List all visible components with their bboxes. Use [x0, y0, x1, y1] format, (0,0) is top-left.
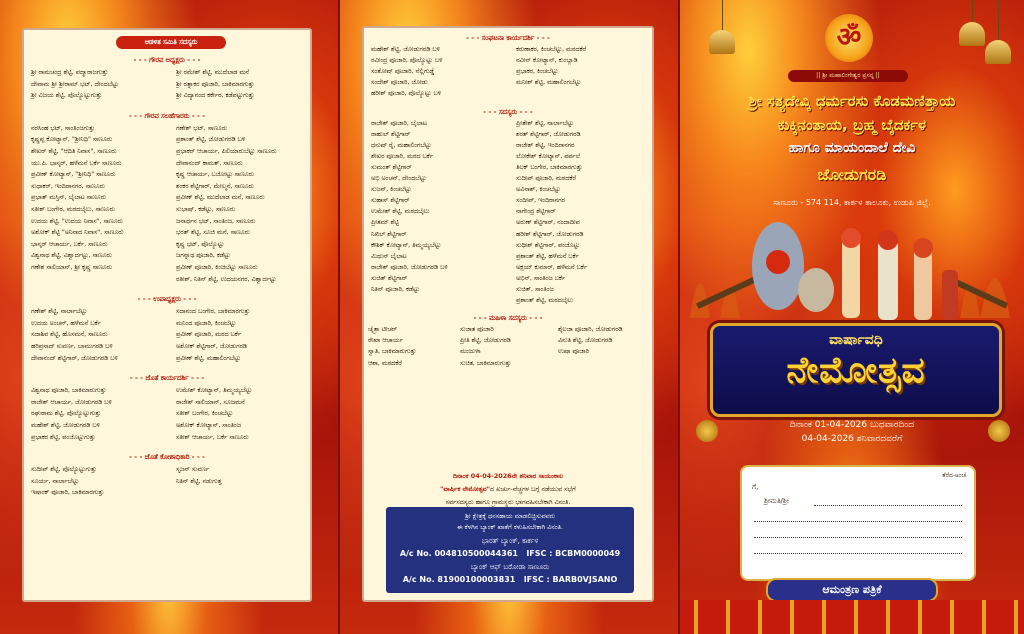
member-row	[22, 329, 312, 341]
member-name: ಶರತ್ ಶೆಟ್ಟಿಗಾರ್, ಜೋಡುಗರಡಿ	[516, 130, 581, 138]
blessing-line: || ಶ್ರೀ ಮಹಾಲಿಂಗೇಶ್ವರ ಪ್ರಸನ್ನ ||	[788, 70, 908, 82]
member-name: ಪ್ರೀತಿ ಶೆಟ್ಟಿ, ಜೋಡುಗರಡಿ	[460, 337, 511, 345]
member-name: ಪ್ರೀತೇಶ್ ಶೆಟ್ಟಿ, ನಾರ್ಲಾಬೆಟ್ಟು	[516, 119, 574, 127]
member-name: ಸಂತೋಷ್ ಪೂಜಾರಿ, ನೆಲ್ಲಿಗುಡ್ಡೆ	[371, 68, 435, 76]
middle-panel	[340, 0, 678, 634]
member-name: ಪ್ರಶಾಂತ್ ಶೆಟ್ಟಿ, ಮಠದಬೈಲು	[516, 297, 574, 305]
member-name: ಸುಧೀಶ್ ಶೆಟ್ಟಿಗಾರ್, ಪಂಜೊಟ್ಟು	[516, 241, 580, 249]
member-name: ಕೃಷ್ಣ ಭಟ್, ಪೊಲ್ಯೊಟ್ಟು	[176, 240, 225, 248]
member-name: ಸುಚಿತ, ಬಾಕಿಮಾರುಗುತ್ತು	[460, 359, 512, 367]
member-row	[22, 227, 312, 239]
member-name: ಸತೀಶ್ ಬಂಗೇರ, ಕಿಂಚಬೆಟ್ಟು	[176, 410, 234, 418]
member-name: ಪ್ರಶಾಂತ್ ಶೆಟ್ಟಿ, ಜೋಡುಗರಡಿ ಬಳಿ	[176, 136, 246, 144]
member-name: ರತೀಶ್, ನಿತಿನ್ ಶೆಟ್ಟಿ, ಉದಯನಗರ, ವಿಶ್ವಾರ್ದಟ್ಟು	[176, 275, 277, 283]
member-name: ಹರೀಶ್ ಪೂಜಾರಿ, ಪೊಲ್ಯೊಟ್ಟು ಬಳಿ	[371, 90, 442, 98]
member-row	[22, 353, 312, 365]
member-name: ಜಗನ್ನಾಥ ಪೂಜಾರಿ, ಕಡೆಟ್ಟು	[176, 252, 231, 260]
member-name: ಸುಹಾಸ್ ಶೆಟ್ಟಿಗಾರ್	[371, 197, 410, 205]
member-name: ಅಶೋಕ್ ಕೋಟ್ಯಾನ್, ಸಾಂತಿಂಜ	[176, 422, 241, 429]
invitation-label: ಆಮಂತ್ರಣ ಪತ್ರಿಕೆ	[766, 578, 938, 602]
bell-rope-right2	[998, 0, 999, 40]
member-name: ಅಕ್ಷಯ್ ಕುಮಾರ್, ಹಳೆಮನೆ ಬರ್ಕೆ	[516, 263, 588, 271]
member-name: ದೇವಾನಂದ್ ಶೆಟ್ಟಿಗಾರ್, ಜೋಡುಗರಡಿ ಬಳಿ	[31, 354, 118, 362]
committee-title: ಆಡಳಿತ ಸಮಿತಿ ಸದಸ್ಯರು	[116, 36, 226, 49]
cover-panel	[680, 0, 1024, 634]
address-card	[740, 465, 976, 581]
deity-idols-image	[680, 218, 1024, 326]
meeting-notice-line2	[362, 485, 654, 494]
member-row	[22, 181, 312, 193]
member-name: ಅಶೋಕ್ ಶೆಟ್ಟಿಗಾರ್, ಜೋಡುಗರಡಿ	[176, 343, 247, 350]
member-name: ಮಹೇಶ್ ಶೆಟ್ಟಿ, ಜೋಡುಗರಡಿ ಬಳಿ	[371, 46, 440, 53]
banner-title: ನೇಮೋತ್ಸವ	[786, 350, 926, 391]
member-name: ಹರಿಪ್ರಸಾದ್ ಸುವರ್ಣ, ಬಾಮುಗರಡಿ ಬಳಿ	[31, 343, 113, 350]
member-name: ರಾಜೇಶ್ ಪೂಜಾರಿ, ಬೈಲಾಟ	[371, 119, 427, 127]
member-row	[22, 397, 312, 409]
temple-name: ಜೋಡುಗರಡಿ	[817, 165, 887, 184]
member-name: ಶೈಲಜಾ ಪೂಜಾರಿ, ಜೋಡುಗರಡಿ	[558, 326, 623, 334]
member-name: ನಾಗೇಂದ್ರ ಶೆಟ್ಟಿಗಾರ್	[516, 208, 556, 216]
temple-address: ಸಾಣೂರು - 574 114, ಕಾರ್ಕಳ ತಾಲೂಕು, ಉಡುಪಿ ಜಿಲ್ಲೆ.	[773, 198, 931, 207]
member-row	[22, 476, 312, 488]
member-name: ರಾಹುಲ್ ಶೆಟ್ಟಿಗಾರ್	[371, 130, 411, 138]
member-row	[362, 358, 654, 370]
member-name: ಯು.ಪಿ. ಭಾಸ್ಕರ್, ಹಳೆಮನೆ ಬರ್ಕೆ ಸಾಣೂರು	[31, 159, 122, 167]
member-name: ಶ್ರೀ ರತ್ನಾಕರ ಪೂಜಾರಿ, ಬಾಕಿಮಾರಗುತ್ತು	[176, 80, 255, 88]
member-name: ಪ್ರವೀಣ್ ಕೋಟ್ಯಾನ್, "ಶ್ರೀನಿಧಿ" ಸಾಣೂರು	[31, 171, 116, 179]
member-row	[22, 487, 312, 499]
member-name: ಪ್ರವೀಣ್ ಪೂಜಾರಿ, ಕಿಂಚಿಬೆಟ್ಟು ಸಾಣೂರು	[176, 264, 258, 271]
member-name: ಸುಜಾತ ಪೂಜಾರಿ	[460, 326, 494, 334]
member-name: ಪ್ರಭಾಕರ ಶೆಟ್ಟಿ, ಪಂಜೊಟ್ಟುಗುತ್ತು	[31, 433, 96, 441]
member-name: ರಾಜೇಶ್ ಆಚಾರ್ಯ, ಜೋಡುಗರಡಿ ಬಳಿ	[31, 398, 112, 406]
member-row	[22, 420, 312, 432]
member-name: ಉಮೇಶ್ ಶೆಟ್ಟಿ, ಮಠದಬೈಲು	[371, 208, 430, 216]
event-date-start: ದಿನಾಂಕ 01-04-2026 ಬುಧವಾರದಿಂದ	[789, 420, 915, 430]
member-name: ಭಾಸ್ಕರ್ ಆಚಾರ್ಯ, ಬರ್ಕೆ, ಸಾಣೂರು	[31, 240, 108, 248]
address-line	[814, 505, 962, 506]
member-name: ಪ್ರೀತಮ್ ಶೆಟ್ಟಿ	[371, 219, 399, 227]
member-row	[22, 158, 312, 170]
bell-icon	[959, 22, 985, 46]
bank1-account	[386, 549, 634, 558]
member-name: ಪ್ರಭಾಕರ್ ಆಚಾರ್ಯ, ಪಿಲಿಯಾರುಬೆಟ್ಟು ಸಾಣೂರು	[176, 148, 277, 155]
bank1-ifsc: IFSC : BCBM0000049	[526, 549, 621, 558]
bank2-name: ಬ್ಯಾಂಕ್ ಆಫ್ ಬರೋಡಾ ಸಾಣೂರು	[470, 563, 550, 571]
members-list-card	[362, 26, 654, 602]
member-name: ರಾಜೇಶ್ ಪೂಜಾರಿ, ಜೋಡುಗರಡಿ ಬಳಿ	[371, 263, 448, 271]
bell-rope-right	[972, 0, 973, 22]
member-name: ಹರೀಶ್ ಶೆಟ್ಟಿಗಾರ್, ಜೋಡುಗರಡಿ	[516, 230, 584, 238]
member-name: ರಘುರಾಮ ಶೆಟ್ಟಿ, ಪೊಲ್ಯೊಟ್ಟುಗುತ್ತು	[31, 410, 101, 418]
section-heading: - - - ಸದಸ್ಯರು - - -	[483, 107, 533, 116]
member-row	[22, 146, 312, 158]
member-name: ಪ್ರವೀಣ್ ಶೆಟ್ಟಿ, ಮಹಾಲಿಂಗಬೆಟ್ಟು	[176, 354, 241, 362]
member-name: ಶಂಕರ ಶೆಟ್ಟಿಗಾರ್, ಮೇಲ್ಮನೆ, ಸಾಣೂರು	[176, 182, 254, 190]
om-icon: ॐ	[825, 14, 873, 62]
meeting-notice-event: "ವಾರ್ಷಿಕ ನೇಮೋತ್ಸವ"	[440, 485, 490, 493]
member-row	[22, 274, 312, 286]
address-line	[754, 537, 962, 538]
meeting-notice-text: ದ ಖರ್ಚು-ವೆಚ್ಚಗಳ ಬಗ್ಗೆ ನಡೆಯುವ ಸಭೆಗೆ	[489, 485, 576, 493]
member-row	[22, 262, 312, 274]
member-name: ಸದಾಶಿವ ಶೆಟ್ಟಿ, ಹೊಸಮನೆ, ಸಾಣೂರು	[31, 331, 108, 339]
member-name: ಚೈತ್ರಾ ಟೀಚರ್	[368, 326, 398, 334]
member-name: ಸೂರ್ಯ, ನಾರ್ಲಾಬೆಟ್ಟು	[31, 477, 79, 485]
deity-title-line1: ಶ್ರೀ ಸತ್ಯದೇವ್ಕಿ ಧರ್ಮರಸು ಕೊಡಮಣಿತ್ತಾಯ	[748, 92, 956, 110]
member-name: ಮನಿಂದ ಪೂಜಾರಿ, ಕಿಂಚಬೆಟ್ಟು	[176, 319, 237, 327]
left-panel	[0, 0, 338, 634]
member-name: ಮಿಥುನ್ ಬೈಲಾಟ	[371, 252, 407, 260]
member-name: ಇಷಾಂಕ್ ಪೂಜಾರಿ, ಬಾಕಿಮಾರಗುತ್ತು	[31, 489, 105, 497]
member-name: ಭರತ್ ಶೆಟ್ಟಿ, ಸೂಜಿ ಮನೆ, ಸಾಣೂರು	[176, 229, 251, 237]
section-heading: - - - ಗೌರವ ಅಧ್ಯಕ್ಷರು - - -	[133, 56, 201, 64]
member-name: ಆಶಾ, ಮಠದಕೆರೆ	[368, 359, 402, 367]
section-heading: - - - ಜೊತೆ ಕಾರ್ಯದರ್ಶಿ - - -	[129, 374, 205, 383]
member-name: ಜನಾರ್ಧನ ಭಟ್, ಸಾಂತಿಂಜ, ಸಾಣೂರು	[176, 217, 256, 225]
member-name: ತಿಲಕ್ ಬಂಗೇರ, ಬಾಕಿಮಾರಗುತ್ತು	[516, 163, 583, 171]
member-name: ಮಂಜುಳಾ	[460, 348, 481, 356]
card-postal-label: ತೆರೆದ-ಅಂಚೆ	[942, 472, 966, 479]
decorative-border	[680, 600, 1024, 634]
section-heading: - - - ಸಂಘಟನಾ ಕಾರ್ಯದರ್ಶಿ - - -	[466, 34, 550, 42]
address-line	[754, 521, 962, 522]
member-name: ಶ್ರೀ ರಮೇಶ್ ಶೆಟ್ಟಿ, ಮುದೆಲಾಡ ಮನೆ	[176, 69, 250, 76]
member-name: ನಿಖಿಲ್ ಶೆಟ್ಟಿಗಾರ್	[371, 230, 407, 238]
bank2-account	[386, 575, 634, 584]
member-name: ಗಣೇಶ ಸಾಲಿಯಾನ್, ಶ್ರೀ ಕೃಷ್ಣ ಸಾಣೂರು	[31, 264, 113, 271]
member-row	[22, 192, 312, 204]
member-name: ಪ್ರಭಾಕರ, ಕಿಂಚಬೆಟ್ಟು	[516, 68, 559, 76]
member-row	[362, 295, 654, 307]
member-name: ನಿತಿನ್ ಶೆಟ್ಟಿ, ನಡುಗುತ್ತ	[176, 477, 222, 485]
member-name: ಕೌಶಿಕ್ ಕೋಟ್ಯಾನ್, ತಿಮ್ಮಯ್ಯಬೆಟ್ಟು	[371, 241, 442, 249]
member-name: ಉದಯ ಶೆಟ್ಟಿ, "ಉದಯ ನಿವಾಸ", ಸಾಣೂರು	[31, 217, 123, 225]
member-row	[22, 134, 312, 146]
member-row	[22, 169, 312, 181]
member-row	[362, 88, 654, 100]
banner-subtitle: ವಾರ್ಷಾವಧಿ	[829, 332, 883, 348]
member-name: ನಿತಿನ್ ಪೂಜಾರಿ, ಕಡೆಟ್ಟು	[371, 286, 420, 293]
member-name: ಪ್ರವೀಣ್ ಶೆಟ್ಟಿ, ಮುದೆಲಾಡ ಮನೆ, ಸಾಣೂರು	[176, 194, 265, 202]
member-name: ಲೋಕೇಶ್ ಕೋಟ್ಯಾನ್, ಪರ್ಪಲೆ	[516, 152, 580, 160]
member-name: ಸತೀಶ್ ಆಚಾರ್ಯ, ಬರ್ಕೆ ಸಾಣೂರು	[176, 433, 249, 441]
member-name: ಧನುಷ್ ರೈ, ಮಹಾಲಿಂಗಬೆಟ್ಟು	[371, 141, 432, 149]
committee-list-card	[22, 28, 312, 602]
member-name: ಸುಜಿತ್, ಸಾಂತಿಂಜ	[516, 286, 554, 293]
member-name: ಕೃಷ್ಣ ಆಚಾರ್ಯ, ಬಜೋಟ್ಟು ಸಾಣೂರು	[176, 171, 254, 179]
member-name: ಅರುಣ್ ಶೆಟ್ಟಿಗಾರ್, ನಂದಾದೀಪ	[516, 219, 580, 227]
member-name: ನವೀನ್ ಕೋಟ್ಯಾನ್, ಕುಂಬ್ಲಾಡಿ	[516, 57, 578, 65]
bank2-acc-no: A/c No. 81900100003831	[402, 575, 516, 584]
member-name: ಸುದೀಪ್ ಶೆಟ್ಟಿ, ಪೊಲ್ಯೊಟ್ಟುಗುತ್ತು	[31, 466, 97, 474]
bank-intro-line1: ಶ್ರೀ ಕ್ಷೇತ್ರಕ್ಕೆ ಧನಸಹಾಯ ಮಾಡಲಿಚ್ಛಿಸುವವರು	[465, 512, 555, 520]
member-name: ಗಣೇಶ್ ಶೆಟ್ಟಿ, ನಾರ್ಲಾಬೆಟ್ಟು	[31, 308, 87, 316]
meeting-notice-line1: ದಿನಾಂಕ 04-04-2026ನೇ ಶನಿವಾರ ಸಾಯಂಕಾಲ	[452, 472, 564, 480]
member-row	[22, 318, 312, 330]
member-name: ಶ್ರೀ ವಿದ್ಯಾನಂದ ಕರ್ಕೇರ, ಕಡೆಪಟ್ಟುಗುತ್ತು	[176, 92, 255, 100]
member-name: ವಿಶ್ವನಾಥ ಶೆಟ್ಟಿ, ವಿಶ್ವಾರ್ದಟ್ಟು, ಸಾಣೂರು	[31, 252, 112, 260]
member-name: ಪ್ರವೀಣ್ ಪೂಜಾರಿ, ಮಠದ ಬರ್ಕೆ	[176, 331, 242, 339]
member-row	[22, 67, 312, 79]
member-row	[22, 408, 312, 420]
member-name: ವಿನುತಿ ಶೆಟ್ಟಿ, ಜೋಡುಗರಡಿ	[558, 337, 613, 345]
member-name: ಮಹೇಶ್ ಶೆಟ್ಟಿ, ಜೋಡುಗರಡಿ ಬಳಿ	[31, 422, 100, 429]
bank-details-box	[386, 507, 634, 593]
event-banner	[710, 323, 1002, 417]
member-name: ಮನೀಶ್ ಶೆಟ್ಟಿ, ಮಹಾಲಿಂಗಬೆಟ್ಟು	[516, 79, 581, 87]
member-name: ಸುಭಾಷ್, ಕಡೆಟ್ಟು, ಸಾಣೂರು	[176, 206, 236, 213]
member-name: ಸದಾನಂದ ಬಂಗೇರ, ಬಾಕಿಮಾರಗುತ್ತು	[176, 308, 251, 316]
member-name: ರೇಖಾ ಆಚಾರ್ಯ	[368, 337, 403, 345]
member-name: ಉಮೇಶ್ ಕೋಟ್ಯಾನ್, ತಿಮ್ಮಯ್ಯಬೆಟ್ಟು	[176, 387, 252, 395]
member-name: ಸತೀಶ್ ಬಂಗೇರ, ಮಠದಬೈಲು, ಸಾಣೂರು	[31, 206, 115, 213]
member-row	[22, 216, 312, 228]
bell-icon	[709, 30, 735, 54]
member-name: ಸಂದೀಪ್, ಇಂದಿರಾನಗರ	[516, 197, 565, 205]
member-name: ಅಭಿನ್, ಸಾಂತಿಂಜ ಬರ್ಕೆ	[516, 274, 566, 282]
member-name: ಕೃಷ್ಣಪ್ಪ ಕೋಟ್ಯಾನ್, "ಶ್ರೀನಿಧಿ" ಸಾಣೂರು	[31, 136, 113, 144]
member-row	[22, 341, 312, 353]
member-name: ಅಭಿ ಅಂಚನ್, ದೇಂದಬೆಟ್ಟು	[371, 175, 427, 182]
member-name: ರಾಜೇಶ್ ಶೆಟ್ಟಿ, ಇಂದಿರಾನಗರ	[516, 141, 575, 149]
member-row	[22, 79, 312, 91]
deity-title-line3: ಹಾಗೂ ಮಾಯಂದಾಲೆ ದೇವಿ	[788, 140, 916, 156]
member-row	[22, 464, 312, 476]
member-row	[22, 204, 312, 216]
deity-idols-illustration	[680, 218, 1024, 326]
member-name: ದೇವಾಮ ಶ್ರೀ ಶ್ರೀರಾಮ್ ಭಟ್, ದೇಂದಬೆಟ್ಟು	[31, 80, 119, 88]
bank2-ifsc: IFSC : BARB0VJSANO	[523, 575, 618, 584]
member-row	[22, 250, 312, 262]
section-heading: - - - ಮಹಿಳಾ ಸದಸ್ಯರು - - -	[473, 314, 543, 323]
member-row	[22, 385, 312, 397]
member-name: ಶೇಖರ್ ಶೆಟ್ಟಿ, "ಆದಿತಿ ನಿವಾಸ", ಸಾಣೂರು	[31, 148, 117, 155]
member-name: ವಿಶ್ವನಾಥ ಪೂಜಾರಿ, ಬಾಕಿಮಾರುಗುತ್ತು	[31, 387, 107, 395]
member-name: ಸಂದೇಶ್ ಪೂಜಾರಿ, ಜೋಡು	[371, 79, 428, 87]
member-name: ಸುಜಿತ್ ಶೆಟ್ಟಿಗಾರ್	[371, 274, 408, 282]
section-heading: - - - ಜೊತೆ ಕೋಶಾಧಿಕಾರಿ - - -	[129, 453, 205, 462]
member-name: ಶ್ರೀ ರಾಮಚಂದ್ರ ಶೆಟ್ಟಿ, ಪದ್ಮಾರಾಜಗುತ್ತು	[31, 69, 109, 76]
member-row	[22, 239, 312, 251]
member-name: ಉಷಾ ಪೂಜಾರಿ	[558, 348, 589, 356]
member-name: ರಾಜೇಶ್ ಸಾಲಿಯಾನ್, ಸೂಜಮನೆ	[176, 398, 245, 406]
bank1-acc-no: A/c No. 004810500044361	[399, 549, 518, 558]
bell-icon	[985, 40, 1011, 64]
member-row	[22, 123, 312, 135]
member-name: ದೇವಾನಂದ್ ಕಾಮತ್, ಸಾಣೂರು	[176, 159, 243, 167]
member-name: ಕರುಣಾಕರ, ಕಿಂಚಬೆಟ್ಟು, ಮಠದಕೆರೆ	[516, 46, 587, 53]
member-name: ರವೀಂದ್ರ ಪೂಜಾರಿ, ಪೊಲ್ಯೊಟ್ಟು ಬಳಿ	[371, 57, 443, 65]
member-row	[22, 306, 312, 318]
bell-rope-left	[722, 0, 723, 30]
section-heading: - - - ಗೌರವ ಸಲಹೆಗಾರರು - - -	[128, 111, 206, 120]
member-name: ನರಸಿಂಹ ಭಟ್, ಸಾಂತಿಂಜಗುತ್ತು	[31, 124, 95, 132]
member-name: ಶೇಖರ ಪೂಜಾರಿ, ಮಠದ ಬರ್ಕೆ	[371, 152, 433, 160]
member-name: ಸ್ವಾತಿ, ಬಾಕಿಮಾರುಗುತ್ತು	[368, 348, 417, 356]
member-name: ಸುಜನ್, ಕಿಂಚಬೆಟ್ಟು	[371, 186, 412, 194]
member-name: ಅಶೋಕ್ ಶೆಟ್ಟಿ "ಅನಿನಾದ ನಿವಾಸ", ಸಾಣೂರು	[31, 229, 124, 237]
member-name: ಅವಿನಾಶ್, ಕಿಂಚಬೆಟ್ಟು	[516, 186, 561, 194]
card-name-label: ಶ್ರೀಮತಿ/ಶ್ರೀ	[764, 497, 790, 505]
bank1-name: ಭಾರತ್ ಬ್ಯಾಂಕ್, ಕಾರ್ಕಳ	[481, 537, 539, 545]
member-name: ಸುದೀಪ್ ಪೂಜಾರಿ, ಮಠದಕೆರೆ	[516, 175, 576, 182]
card-to-label: ಗೆ,	[752, 483, 759, 491]
member-name: ಪ್ರಶಾಂತ್ ಶೆಟ್ಟಿ, ಹಳೆಮನೆ ಬರ್ಕೆ	[516, 252, 579, 260]
member-name: ಗಣೇಶ್ ಭಟ್, ಸಾಣೂರು	[176, 124, 228, 132]
member-name: ಶ್ರೀ ವಿಜಯ ಶೆಟ್ಟಿ, ಪೊಲ್ಯೊಟ್ಟುಗುತ್ತು	[31, 92, 102, 100]
member-name: ಸೃಜನ್ ಸುವರ್ಣ	[176, 466, 209, 474]
bank-intro-line2: ಈ ಕೆಳಗಿನ ಬ್ಯಾಂಕ್ ಖಾತೆಗೆ ಕಳುಹಿಸಬೇಕಾಗಿ ವಿನಂತಿ.	[456, 523, 564, 531]
member-name: ಪ್ರಭಾತ್ ಮಸ್ತಿನ್, ಬೈಲಾಟ ಸಾಣೂರು	[31, 194, 107, 202]
section-heading: - - - ಉಪಾಧ್ಯಕ್ಷರು - - -	[137, 295, 197, 304]
event-date-end: 04-04-2026 ಶನಿವಾರದವರೆಗೆ	[801, 434, 903, 444]
member-row	[22, 90, 312, 102]
member-name: ಉದಯ ಅಂಚನ್, ಹಳೆಮನೆ ಬರ್ಕೆ	[31, 319, 101, 327]
meeting-notice-line3: ಸರ್ವಸದಸ್ಯರು ಹಾಗೂ ಗ್ರಾಮಸ್ಥರು ಭಾಗವಹಿಸಬೇಕಾಗಿ ವಿನಂತಿ.	[445, 498, 571, 506]
member-row	[22, 432, 312, 444]
member-name: ಸುಮಂತ್ ಶೆಟ್ಟಿಗಾರ್	[371, 163, 412, 171]
member-name: ಸುಧಾಕರ್, ಇಂದಿರಾನಗರ, ಸಾಣೂರು	[31, 182, 105, 190]
deity-title-line2: ಕುಕ್ಕಿನಂತಾಯ, ಬ್ರಹ್ಮ ಬೈದರ್ಕಳ	[777, 116, 927, 134]
address-line	[754, 553, 962, 554]
